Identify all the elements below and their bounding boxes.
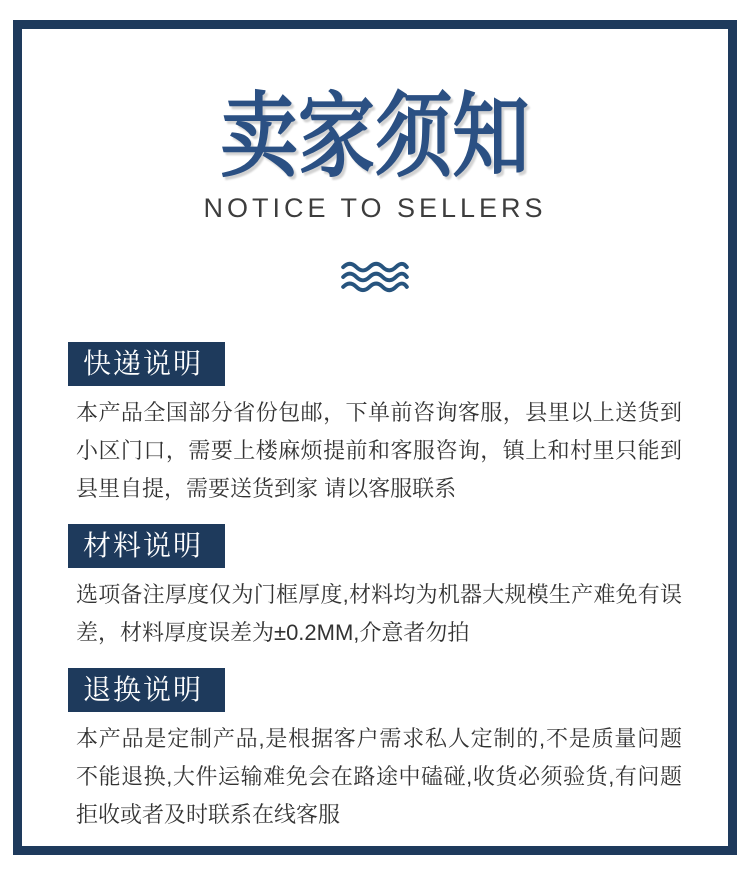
section-heading-badge: 快递说明 bbox=[68, 342, 225, 386]
page-subtitle: NOTICE TO SELLERS bbox=[203, 193, 547, 223]
wave-lines-icon bbox=[22, 260, 728, 294]
section-returns bbox=[68, 668, 682, 834]
section-heading-badge: 退换说明 bbox=[68, 668, 225, 712]
section-body: 本产品是定制产品,是根据客户需求私人定制的,不是质量问题不能退换,大件运输难免会在路途中磕碰,收货必须验货,有问题拒收或者及时联系在线客服 bbox=[76, 726, 682, 827]
page-content bbox=[22, 29, 728, 850]
section-material bbox=[68, 524, 682, 652]
section-heading-badge: 材料说明 bbox=[68, 524, 225, 568]
section-shipping bbox=[68, 342, 682, 508]
title-block bbox=[22, 86, 728, 188]
notice-sections bbox=[22, 342, 682, 834]
page-title: 卖家须知 bbox=[220, 86, 530, 188]
section-body: 选项备注厚度仅为门框厚度,材料均为机器大规模生产难免有误差，材料厚度误差为±0.2MM,介意者勿拍 bbox=[76, 582, 682, 645]
section-body: 本产品全国部分省份包邮，下单前咨询客服，县里以上送货到小区门口，需要上楼麻烦提前和客服咨询，镇上和村里只能到县里自提，需要送货到家 请以客服联系 bbox=[76, 400, 682, 501]
